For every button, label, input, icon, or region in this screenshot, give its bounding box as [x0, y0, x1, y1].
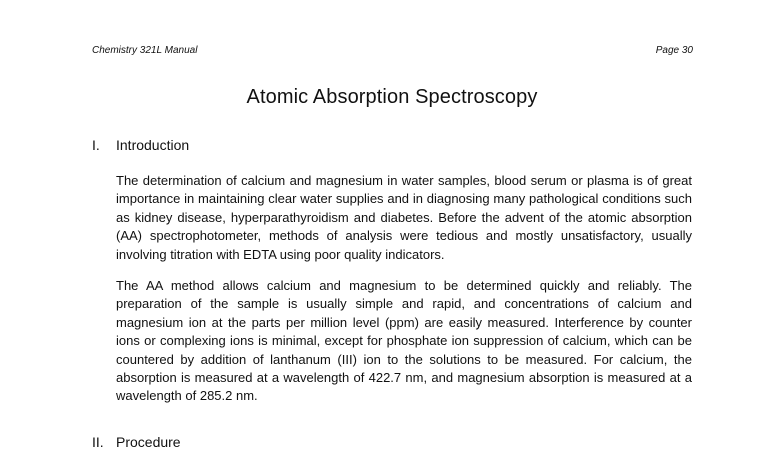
section-heading-procedure: Procedure	[116, 434, 181, 450]
section-heading-introduction: Introduction	[116, 137, 190, 153]
page-number: Page 30	[655, 45, 693, 56]
intro-paragraph-2: The AA method allows calcium and magnesium to be determined quickly and reliably. The preparation of the sample is usually simple and rapid, and concentrations of calcium and magnesium ion at the parts per million level (ppm) are easily measured. Interference by counter ions or complexing ions is minimal, except for phosphate ion suppression of calcium, which can be countered by addition of lanthanum (III) ion to the solutions to be measured. For calcium, the absorption is measured at a wavelength of 422.7 nm, and magnesium absorption is measured at a wavelength of 285.2 nm.	[116, 278, 692, 404]
document-title: Atomic Absorption Spectroscopy	[246, 86, 538, 108]
section-number: II.	[92, 434, 104, 450]
section-number: I.	[92, 137, 100, 153]
intro-paragraph-1: The determination of calcium and magnesium in water samples, blood serum or plasma is of great importance in maintaining clear water supplies and in diagnosing many pathological conditions such as kidney disease, hyperparathyroidism and diabetes. Before the advent of the atomic absorption (AA) spectrophotometer, methods of analysis were tedious and mostly unsatisfactory, usually involving titration with EDTA using poor quality indicators.	[116, 173, 692, 262]
running-header-left: Chemistry 321L Manual	[92, 45, 198, 56]
